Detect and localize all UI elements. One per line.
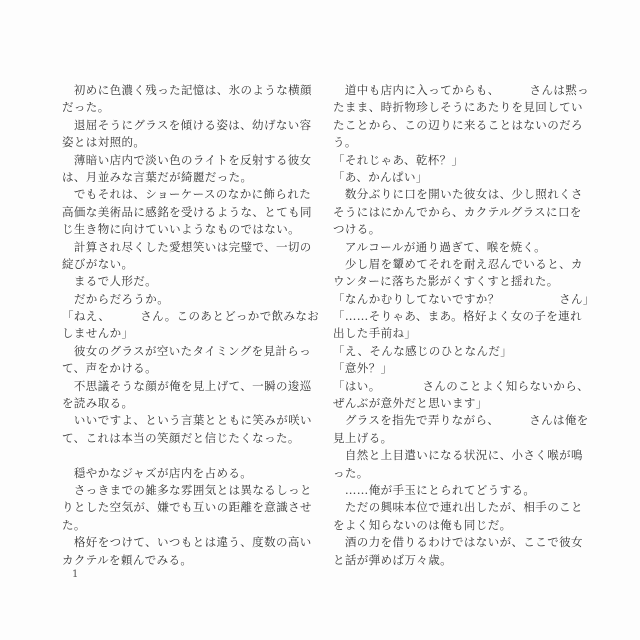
text-line: たことから、この辺りに来ることはないのだろ: [333, 117, 583, 132]
text-line: そうにはにかんでから、カクテルグラスに口を: [333, 204, 582, 219]
text-line: た。: [62, 517, 86, 532]
text-line: いいですよ、という言葉とともに笑みが咲い: [62, 413, 312, 428]
text-line: ぜんぶが意外だと思います」: [333, 396, 488, 411]
text-line: 不思議そうな顔が俺を見上げて、一瞬の逡巡: [62, 378, 312, 393]
text-line: ……俺が手玉にとられてどうする。: [333, 482, 536, 497]
text-line: 綻びがない。: [62, 256, 134, 271]
page-number: 1: [72, 569, 79, 580]
text-line: 「はい。 さんのことよく知らないから、: [333, 378, 590, 393]
text-line: をよく知らないのは俺も同じだ。: [333, 517, 512, 532]
text-line: じ生き物に向けていいようなものではない。: [62, 222, 300, 237]
text-line: ウンターに落ちた影がくすくすと揺れた。: [333, 274, 559, 289]
text-line: 「ねえ、 さん。このあとどっかで飲みなお: [62, 309, 320, 324]
text-line: て、声をかける。: [62, 361, 157, 376]
text-line: 「意外？」: [333, 361, 393, 376]
text-line: を読み取る。: [62, 396, 134, 411]
text-line: だった。: [62, 100, 110, 115]
text-line: と話が弾めば万々歳。: [333, 552, 452, 567]
text-line: 計算され尽くした愛想笑いは完璧で、一切の: [62, 239, 312, 254]
text-line: さっきまでの雑多な雰囲気とは異なるしっと: [62, 482, 312, 497]
text-line: 格好をつけて、いつもとは違う、度数の高い: [62, 535, 312, 550]
text-line: まるで人形だ。: [62, 274, 158, 289]
text-line: りとした空気が、嫌でも互いの距離を意識させ: [62, 500, 312, 515]
text-line: [62, 447, 324, 464]
text-line: アルコールが通り過ぎて、喉を焼く。: [333, 239, 547, 254]
text-line: しませんか」: [62, 326, 134, 341]
text-line: った。: [333, 465, 369, 480]
text-line: 「あ、かんぱい」: [333, 169, 428, 184]
text-line: て、これは本当の笑顔だと信じたくなった。: [62, 430, 300, 445]
text-line: 少し眉を顰めてそれを耐え忍んでいると、カ: [333, 256, 583, 271]
text-line: 高価な美術品に感銘を受けるような、とても同: [62, 204, 312, 219]
text-line: 自然と上目遣いになる状況に、小さく喉が鳴: [333, 448, 583, 463]
text-line: は、月並みな言葉だが綺麗だった。: [62, 169, 253, 184]
text-line: 姿とは対照的。: [62, 135, 146, 150]
text-line: 数分ぶりに口を開いた彼女は、少し照れくさ: [333, 187, 583, 202]
text-line: 彼女のグラスが空いたタイミングを見計らっ: [62, 343, 312, 358]
text-line: 見上げる。: [333, 430, 393, 445]
text-line: たまま、時折物珍しそうにあたりを見回してい: [333, 100, 583, 115]
text-line: 「……そりゃあ、まあ。格好よく女の子を連れ: [333, 309, 582, 324]
text-line: グラスを指先で弄りながら、 さんは俺を: [333, 413, 589, 428]
text-line: 出した手前ね」: [333, 326, 417, 341]
text-line: つける。: [333, 222, 381, 237]
text-line: 初めに色濃く残った記憶は、氷のような横顔: [62, 83, 312, 97]
text-line: 道中も店内に入ってからも、 さんは黙っ: [333, 83, 590, 97]
text-line: 酒の力を借りるわけではないが、ここで彼女: [333, 535, 583, 550]
text-column-right: [333, 82, 595, 569]
text-line: だからだろうか。: [62, 291, 170, 306]
text-line: 退屈そうにグラスを傾ける姿は、幼げない容: [62, 117, 312, 132]
text-line: 「なんかむりしてないですか？ さん」: [333, 291, 595, 306]
text-column-left: [62, 82, 324, 569]
text-line: 薄暗い店内で淡い色のライトを反射する彼女: [62, 152, 312, 167]
text-line: カクテルを頼んでみる。: [62, 552, 193, 567]
text-line: ただの興味本位で連れ出したが、相手のこと: [333, 500, 583, 515]
text-line: でもそれは、ショーケースのなかに飾られた: [62, 187, 312, 202]
text-line: 穏やかなジャズが店内を占める。: [62, 465, 253, 480]
text-line: 「それじゃあ、乾杯？」: [333, 152, 464, 167]
text-line: 「え、そんな感じのひとなんだ」: [333, 343, 513, 358]
text-line: う。: [333, 135, 357, 150]
